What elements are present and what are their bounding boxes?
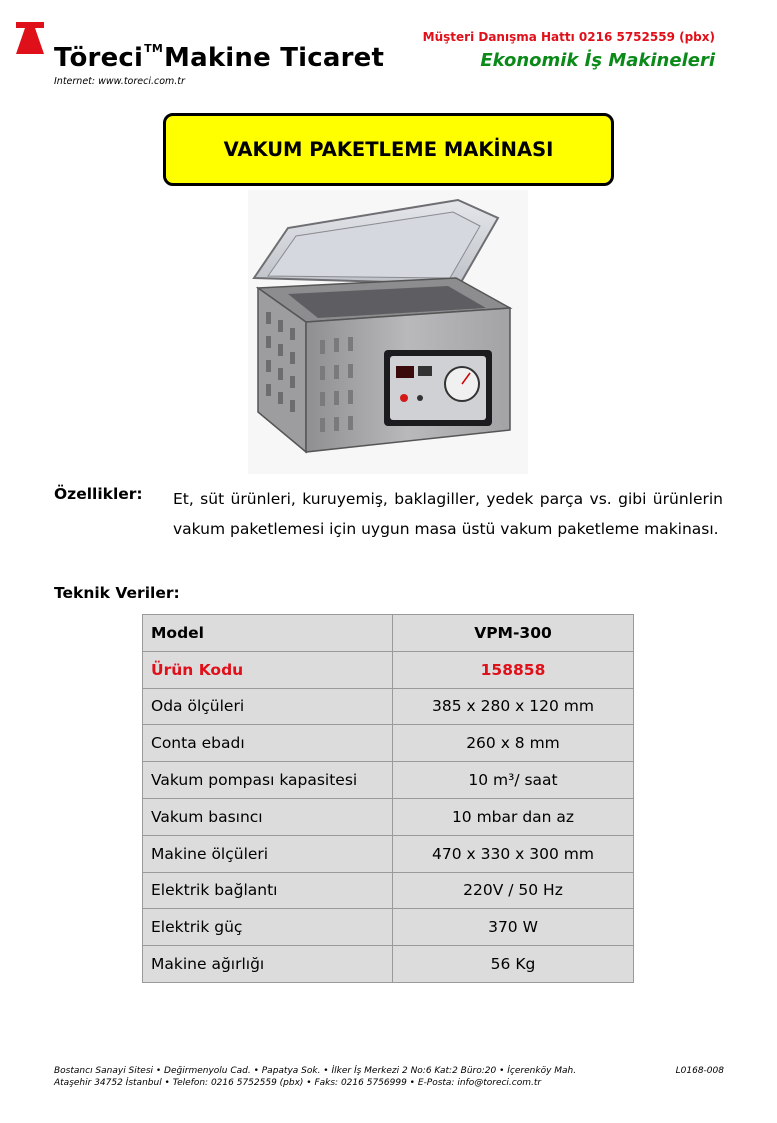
footer-address [54, 1065, 724, 1089]
customer-hotline: Müşteri Danışma Hattı 0216 5752559 (pbx) [422, 30, 715, 44]
spec-key: Conta ebadı [143, 725, 393, 762]
table-row [143, 615, 634, 652]
spec-key: Oda ölçüleri [143, 688, 393, 725]
spec-value: 56 Kg [393, 946, 634, 983]
spec-key: Elektrik güç [143, 909, 393, 946]
page-title: VAKUM PAKETLEME MAKİNASI [223, 138, 554, 161]
features-label: Özellikler: [54, 485, 143, 503]
spec-key: Makine ölçüleri [143, 835, 393, 872]
spec-value: 470 x 330 x 300 mm [393, 835, 634, 872]
spec-value: 10 m³/ saat [393, 762, 634, 799]
specs-table [142, 614, 634, 983]
spec-key: Model [143, 615, 393, 652]
table-row [143, 835, 634, 872]
spec-key: Vakum basıncı [143, 798, 393, 835]
table-row [143, 798, 634, 835]
spec-key: Vakum pompası kapasitesi [143, 762, 393, 799]
website-text: Internet: www.toreci.com.tr [54, 76, 185, 87]
table-row [143, 688, 634, 725]
table-row [143, 762, 634, 799]
spec-value: 260 x 8 mm [393, 725, 634, 762]
page-title-box [163, 113, 614, 186]
spec-value: 158858 [393, 651, 634, 688]
spec-value: VPM-300 [393, 615, 634, 652]
footer-address-line-1: Bostancı Sanayi Sitesi • Değirmenyolu Cad. • Papatya Sok. • İlker İş Merkezi 2 No:6 Kat:2 Büro:20 • İçerenköy Mah. [54, 1066, 577, 1076]
company-logo-icon [16, 22, 44, 68]
spec-key: Makine ağırlığı [143, 946, 393, 983]
spec-key: Ürün Kodu [143, 651, 393, 688]
product-image [248, 190, 528, 474]
spec-value: 10 mbar dan az [393, 798, 634, 835]
technical-data-label: Teknik Veriler: [54, 584, 180, 602]
spec-key: Elektrik bağlantı [143, 872, 393, 909]
brand-name: Töreci™Makine Ticaret [54, 42, 385, 73]
table-row [143, 651, 634, 688]
trademark-mark: TM [144, 42, 163, 55]
table-row [143, 909, 634, 946]
spec-value: 385 x 280 x 120 mm [393, 688, 634, 725]
table-row [143, 872, 634, 909]
slogan: Ekonomik İş Makineleri [480, 50, 715, 71]
footer-address-line-2: Ataşehir 34752 İstanbul • Telefon: 0216 5752559 (pbx) • Faks: 0216 5756999 • E-Posta: info@toreci.com.tr [54, 1078, 542, 1088]
spec-value: 220V / 50 Hz [393, 872, 634, 909]
table-row [143, 946, 634, 983]
table-row [143, 725, 634, 762]
spec-value: 370 W [393, 909, 634, 946]
document-code: L0168-008 [675, 1066, 724, 1076]
features-text: Et, süt ürünleri, kuruyemiş, baklagiller, yedek parça vs. gibi ürünlerin vakum paketlemesi için uygun masa üstü vakum paketleme makinası. [173, 490, 723, 538]
